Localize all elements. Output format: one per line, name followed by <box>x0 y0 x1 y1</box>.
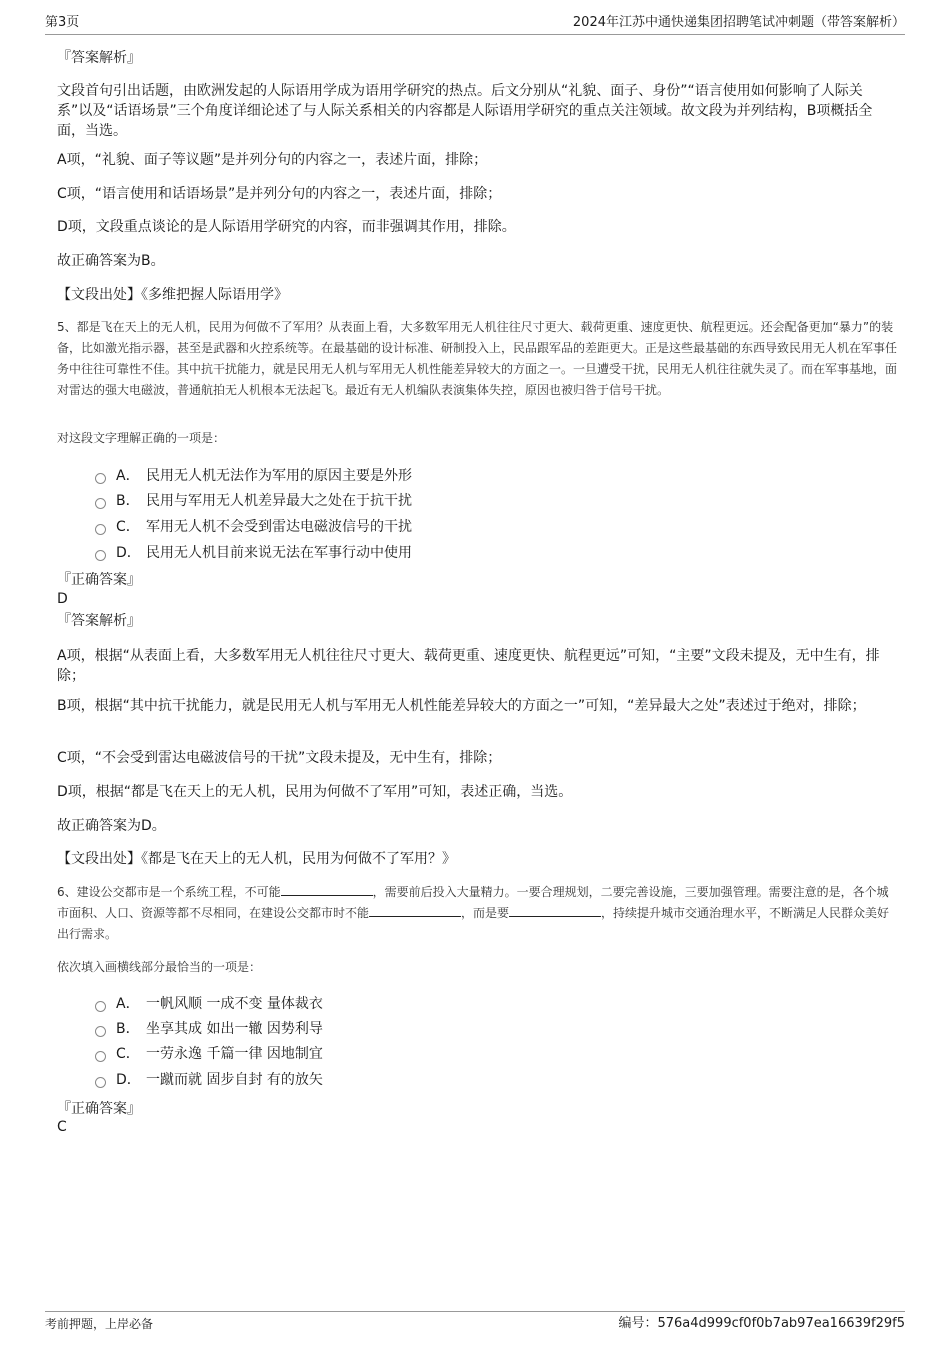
blank-line <box>369 904 461 917</box>
radio-icon[interactable] <box>95 1001 106 1012</box>
q5-analysis-tag: 『答案解析』 <box>57 613 141 629</box>
blank-line <box>509 904 601 917</box>
q6-prompt: 依次填入画横线部分最恰当的一项是： <box>57 960 262 974</box>
q5-option-a[interactable]: A． 民用无人机无法作为军用的原因主要是外形 <box>95 466 412 486</box>
document-id: 编号：576a4d999cf0f0b7ab97ea16639f29f5 <box>618 1316 905 1331</box>
q4-analysis-a: A项，“礼貌、面子等议题”是并列分句的内容之一，表述片面，排除； <box>57 152 488 168</box>
radio-icon[interactable] <box>95 1077 106 1088</box>
q5-analysis-a: A项，根据“从表面上看，大多数军用无人机往往尺寸更大、载荷更重、速度更快、航程更远”可知，“主要”文段未提及，无中生有，排除； <box>57 648 880 684</box>
q5-answer: D <box>57 591 68 607</box>
radio-icon[interactable] <box>95 1026 106 1037</box>
q4-conclusion: 故正确答案为B。 <box>57 253 165 269</box>
page-header <box>45 14 905 35</box>
q5-analysis-d: D项，根据“都是飞在天上的无人机，民用为何做不了军用”可知，表述正确，当选。 <box>57 784 573 800</box>
q5-option-b[interactable]: B． 民用与军用无人机差异最大之处在于抗干扰 <box>95 491 412 511</box>
q6-option-d[interactable]: D． 一蹴而就 固步自封 有的放矢 <box>95 1070 323 1090</box>
q6-option-b[interactable]: B． 坐享其成 如出一辙 因势利导 <box>95 1019 323 1039</box>
q6-stem: 6、建设公交都市是一个系统工程，不可能 ，需要前后投入大量精力。一要合理规划，二要完善设施，三要加强管理。需要注意的是，各个城市面积、人口、资源等都不尽相同，在建设公交都市时不能 ，而是要 ，持续提升城市交通治理水平，不断满足人民群众美好出行需求。 <box>57 885 890 941</box>
q4-source: 【文段出处】《多维把握人际语用学》 <box>57 287 288 303</box>
q4-analysis-intro: 文段首句引出话题，由欧洲发起的人际语用学成为语用学研究的热点。后文分别从“礼貌、面子、身份”“语言使用如何影响了人际关系”以及“话语场景”三个角度详细论述了与人际关系相关的内容都是人际语用学研究的重点关注领域。故文段为并列结构，B项概括全面，当选。 <box>57 83 873 139</box>
radio-icon[interactable] <box>95 498 106 509</box>
q5-prompt: 对这段文字理解正确的一项是： <box>57 431 226 445</box>
q5-source: 【文段出处】《都是飞在天上的无人机，民用为何做不了军用？》 <box>57 851 456 867</box>
q5-analysis-c: C项，“不会受到雷达电磁波信号的干扰”文段未提及，无中生有，排除； <box>57 750 502 766</box>
q6-answer-tag: 『正确答案』 <box>57 1101 141 1117</box>
q5-option-d[interactable]: D． 民用无人机目前来说无法在军事行动中使用 <box>95 543 412 563</box>
q5-conclusion: 故正确答案为D。 <box>57 818 166 834</box>
radio-icon[interactable] <box>95 550 106 561</box>
q5-option-c[interactable]: C． 军用无人机不会受到雷达电磁波信号的干扰 <box>95 517 412 537</box>
blank-line <box>281 883 373 896</box>
radio-icon[interactable] <box>95 524 106 535</box>
q6-option-c[interactable]: C． 一劳永逸 千篇一律 因地制宜 <box>95 1044 323 1064</box>
q4-analysis-c: C项，“语言使用和话语场景”是并列分句的内容之一，表述片面，排除； <box>57 186 502 202</box>
q5-stem: 5、都是飞在天上的无人机，民用为何做不了军用？从表面上看，大多数军用无人机往往尺寸更大、载荷更重、速度更快、航程更远。还会配备更加“暴力”的装备，比如激光指示器，甚至是武器和火控系统等。在最基础的设计标准、研制投入上，民品跟军品的差距更大。正是这些最基础的东西导致民用无人机在军事任务中往往可靠性不佳。其中抗干扰能力，就是民用无人机与军用无人机性能差异较大的方面之一。一旦遭受干扰，民用无人机往往就失灵了。而在军事基地，面对雷达的强大电磁波，普通航拍无人机根本无法起飞。最近有无人机编队表演集体失控，原因也被归咎于信号干扰。 <box>57 320 898 397</box>
page-footer <box>45 1311 905 1334</box>
q6-answer: C <box>57 1119 67 1135</box>
page-number: 第3页 <box>45 15 80 30</box>
footer-slogan: 考前押题，上岸必备 <box>45 1317 154 1331</box>
q5-analysis-b: B项，根据“其中抗干扰能力，就是民用无人机与军用无人机性能差异较大的方面之一”可知，“差异最大之处”表述过于绝对，排除； <box>57 698 866 714</box>
q6-option-a[interactable]: A． 一帆风顺 一成不变 量体裁衣 <box>95 994 323 1014</box>
document-title: 2024年江苏中通快递集团招聘笔试冲刺题（带答案解析） <box>572 15 905 30</box>
q5-answer-tag: 『正确答案』 <box>57 572 141 588</box>
q4-analysis-tag: 『答案解析』 <box>57 50 141 66</box>
radio-icon[interactable] <box>95 473 106 484</box>
q4-analysis-d: D项，文段重点谈论的是人际语用学研究的内容，而非强调其作用，排除。 <box>57 219 516 235</box>
radio-icon[interactable] <box>95 1051 106 1062</box>
